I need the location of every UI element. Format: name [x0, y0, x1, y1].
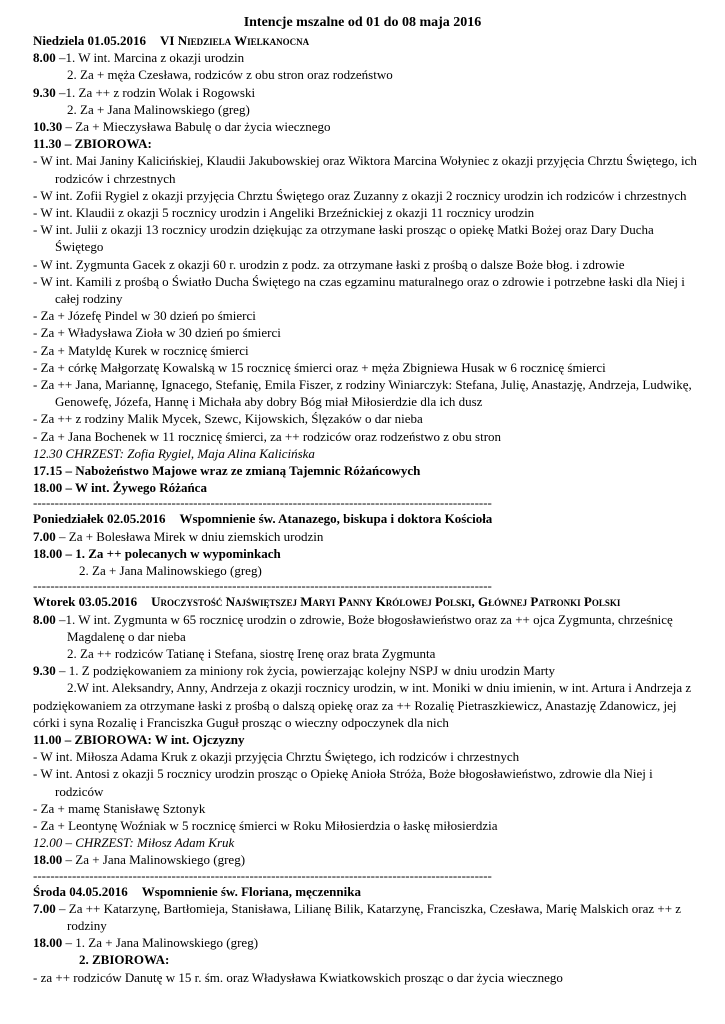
day-date: Wtorek 03.05.2016: [33, 594, 138, 610]
mass-time: 9.30: [33, 663, 56, 679]
list-item: - W int. Klaudii z okazji 5 rocznicy urodzin i Angeliki Brzeźnickiej z okazji 11 rocznicy urodzin: [33, 205, 535, 221]
intention-text: 2. Za + Jana Malinowskiego (greg): [67, 101, 250, 117]
mass-entry: [33, 49, 703, 66]
list-item: - Za + Leontynę Woźniak w 5 rocznicę śmierci w Roku Miłosierdzia o łaskę miłosierdzia: [33, 817, 498, 833]
list-item: - W int. Antosi z okazji 5 rocznicy urodzin prosząc o Opiekę Anioła Stróża, Boże błogosławieństwo, zdrowie dla Niej i rodziców: [33, 766, 653, 799]
mass-time: 8.00: [33, 611, 56, 627]
mass-time: 9.30: [33, 84, 56, 100]
intention-text: – 1. Za ++ polecanych w wypominkach: [62, 545, 281, 561]
list-item: - W int. Kamili z prośbą o Światło Ducha Świętego na czas egzaminu maturalnego oraz o zdrowie i potrzebne łaski dla Niej i całej rodziny: [33, 273, 685, 307]
list-item: - Za + Józefę Pindel w 30 dzień po śmierci: [33, 308, 256, 324]
list-item: - W int. Zofii Rygiel z okazji przyjęcia Chrztu Świętego oraz Zuzanny z okazji 2 rocznicy urodzin ich rodziców i chrzestnych: [33, 187, 687, 203]
mass-time: 18.00: [33, 935, 63, 951]
day-header: [33, 883, 703, 900]
day-date: Środa 04.05.2016: [33, 883, 128, 899]
intention-text: – Za + Bolesława Mirek w dniu ziemskich urodzin: [55, 528, 324, 544]
mass-time: 8.00: [33, 50, 56, 66]
day-header: [33, 32, 703, 49]
list-item: - W int. Zygmunta Gacek z okazji 60 r. urodzin z podz. za otrzymane łaski z prośbą o dalsze Boże błog. i zdrowie: [33, 256, 625, 272]
intention-text: –1. W int. Marcina z okazji urodzin: [55, 50, 245, 66]
list-item: - za ++ rodziców Danutę w 15 r. śm. oraz Władysława Kwiatkowskich prosząc o dar życia wiecznego: [33, 969, 563, 985]
mass-entry: [33, 934, 703, 951]
separator-line: ----------------------------------------------------------------------------------------------------------: [33, 868, 492, 883]
page-title: Intencje mszalne od 01 do 08 maja 2016: [243, 15, 482, 30]
mass-entry: [33, 900, 703, 934]
day-header: [33, 593, 703, 610]
mass-time: 7.00: [33, 900, 56, 916]
mass-time: 18.00: [33, 545, 63, 561]
mass-entry: [33, 851, 703, 868]
intention-text: – Za ++ Katarzynę, Bartłomieja, Stanisława, Lilianę Bilik, Katarzynę, Franciszka, Czesława, Marię Malskich oraz ++ z rodziny: [55, 900, 682, 933]
mass-heading: 18.00 – W int. Żywego Różańca: [33, 480, 207, 496]
day-feast: Uroczystość Najświętszej Maryi Panny Królowej Polski, Głównej Patronki Polski: [151, 594, 621, 610]
list-item: - Za + Jana Bochenek w 11 rocznicę śmierci, za ++ rodziców oraz rodzeństwo z obu stron: [33, 428, 502, 444]
mass-heading: 11.00 – ZBIOROWA: W int. Ojczyzny: [33, 731, 245, 747]
day-date: Niedziela 01.05.2016: [33, 33, 147, 48]
mass-entry: [33, 662, 703, 679]
intention-text: – Za + Jana Malinowskiego (greg): [62, 852, 246, 868]
intention-text: – Za + Mieczysława Babulę o dar życia wiecznego: [62, 119, 331, 135]
intention-text: 2. Za + męża Czesława, rodziców z obu stron oraz rodzeństwo: [67, 67, 393, 83]
day-feast: Wspomnienie św. Floriana, męczennika: [141, 883, 361, 899]
day-tuesday: [0, 593, 725, 882]
list-item: - Za + córkę Małgorzatę Kowalską w 15 rocznicę śmierci oraz + męża Zbigniewa Husak w 6 rocznicę śmierci: [33, 359, 606, 375]
day-date: Poniedziałek 02.05.2016: [33, 511, 166, 527]
intention-text: – 1. Za + Jana Malinowskiego (greg): [62, 935, 259, 951]
day-feast: Wspomnienie św. Atanazego, biskupa i doktora Kościoła: [179, 511, 493, 527]
separator-line: ----------------------------------------------------------------------------------------------------------: [33, 579, 492, 594]
mass-heading: 2. ZBIOROWA:: [79, 952, 170, 968]
intention-text: –1. W int. Zygmunta w 65 rocznicę urodzin o zdrowie, Boże błogosławieństwo oraz za ++ ojca Zygmunta, chrześnicę Magdalenę o dar nieba: [55, 611, 673, 644]
list-item: - W int. Mai Janiny Kalicińskiej, Klaudii Jakubowskiej oraz Wiktora Marcina Wołyniec z okazji przyjęcia Chrztu Świętego, ich rodziców i chrzestnych: [33, 153, 697, 186]
mass-entry: [33, 545, 703, 562]
day-feast: VI Niedziela Wielkanocna: [160, 33, 310, 48]
mass-entry: [33, 611, 703, 645]
devotion-entry: 17.15 – Nabożeństwo Majowe wraz ze zmianą Tajemnic Różańcowych: [33, 463, 421, 479]
mass-heading: 11.30 – ZBIOROWA:: [33, 136, 152, 152]
mass-entry: [33, 528, 703, 545]
list-item: - Za ++ Jana, Mariannę, Ignacego, Stefanię, Emila Fiszer, z rodziny Winiarczyk: Stefana, Julię, Anastazję, Andrzeja, Ludwikę, Genowefę, Józefa, Hannę i Michała aby dobry Bóg miał Miłosierdzie dla ich dusz: [33, 377, 692, 410]
intention-text: 2. Za ++ rodziców Tatianę i Stefana, siostrę Irenę oraz brata Zygmunta: [67, 645, 436, 661]
mass-time: 7.00: [33, 528, 56, 544]
baptism-note: 12.30 CHRZEST: Zofia Rygiel, Maja Alina Kalicińska: [33, 445, 315, 461]
list-item: - W int. Julii z okazji 13 rocznicy urodzin dziękując za otrzymane łaski prosząc o opiekę Matki Bożej oraz Dary Ducha Świętego: [33, 222, 654, 255]
intention-text: 2. Za + Jana Malinowskiego (greg): [79, 563, 262, 579]
intention-text: –1. Za ++ z rodzin Wolak i Rogowski: [55, 84, 256, 100]
list-item: - W int. Miłosza Adama Kruk z okazji przyjęcia Chrztu Świętego, ich rodziców i chrzestnych: [33, 749, 520, 765]
mass-time: 10.30: [33, 119, 63, 135]
day-sunday: [0, 32, 725, 510]
separator-line: ----------------------------------------------------------------------------------------------------------: [33, 496, 492, 511]
mass-entry: [33, 118, 703, 135]
mass-entry: [33, 84, 703, 101]
day-monday: [0, 510, 725, 593]
list-item: - Za ++ z rodziny Malik Mycek, Szewc, Kijowskich, Ślęzaków o dar nieba: [33, 411, 423, 427]
list-item: - Za + Matyldę Kurek w rocznicę śmierci: [33, 342, 249, 358]
baptism-note: 12.00 – CHRZEST: Miłosz Adam Kruk: [33, 835, 235, 851]
list-item: - Za + mamę Stanisławę Sztonyk: [33, 800, 206, 816]
intention-text: – 1. Z podziękowaniem za miniony rok życia, powierzając kolejny NSPJ w dniu urodzin Marty: [55, 663, 556, 679]
intention-text: 2.W int. Aleksandry, Anny, Andrzeja z okazji rocznicy urodzin, w int. Moniki w dniu imienin, w int. Artura i Andrzeja z podziękowaniem za otrzymane łaski z prośbą o dalszą opiekę oraz za ++ Rozalię Pietraszkiewicz, Anastazję Zdanowicz, jej córki i syna Rozalię i Franciszka Guguł prosząc o wieczny odpoczynek dla nich: [33, 680, 692, 730]
day-header: [33, 510, 703, 527]
mass-time: 18.00: [33, 852, 63, 868]
day-wednesday: [0, 883, 725, 986]
list-item: - Za + Władysława Zioła w 30 dzień po śmierci: [33, 325, 281, 341]
